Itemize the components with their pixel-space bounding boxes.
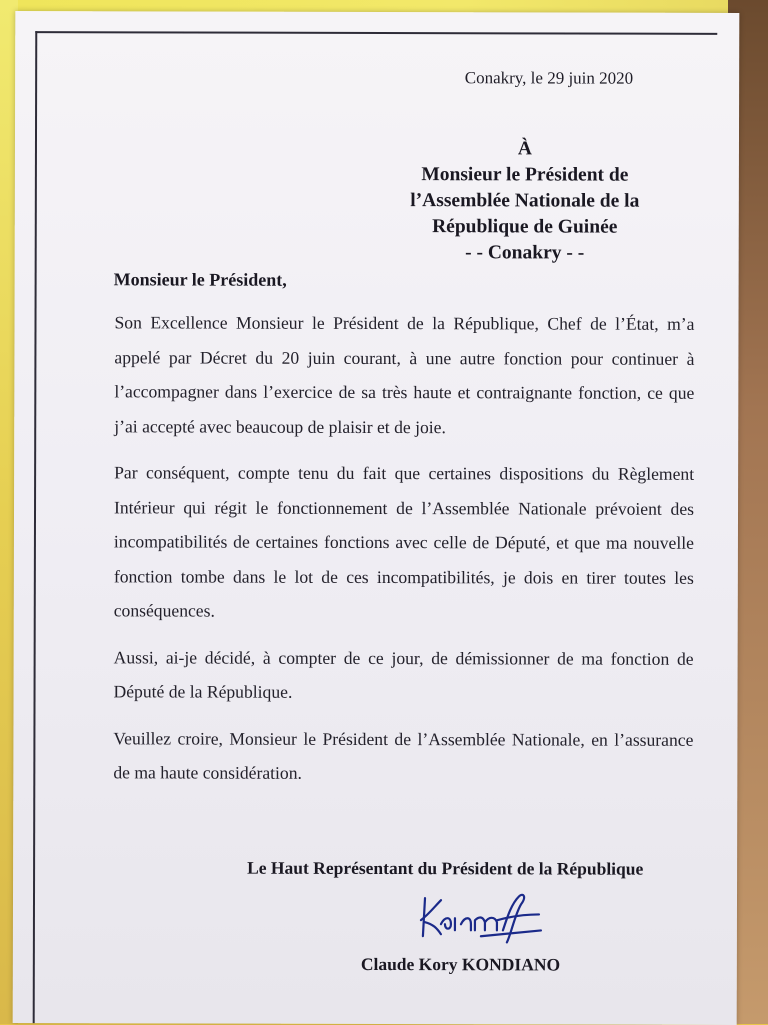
body-paragraph: Son Excellence Monsieur le Président de la République, Chef de l’État, m’a appelé par Décret du 20 juin courant, à une autre fonction pour continuer à l’accompagner dans l’exercice de sa très haute et contraignante fonction, ce que j’ai accepté avec beaucoup de plaisir et de joie.	[114, 312, 695, 437]
recipient-line: l’Assemblée Nationale de la	[410, 190, 640, 212]
letter-page	[13, 11, 740, 1025]
date-line: Conakry, le 29 juin 2020	[464, 68, 634, 88]
recipient-block	[315, 136, 735, 267]
letter-body	[113, 305, 694, 803]
signatory-title: Le Haut Représentant du Président de la République	[247, 857, 644, 879]
recipient-line: Monsieur le Président de	[421, 164, 629, 186]
body-paragraph: Veuillez croire, Monsieur le Président de l’Assemblée Nationale, en l’assurance de ma haute considération.	[113, 727, 694, 783]
recipient-line: - - Conakry - -	[465, 242, 585, 264]
body-paragraph: Aussi, ai-je décidé, à compter de ce jour, de démissionner de ma fonction de Député de la République.	[113, 646, 694, 702]
salutation: Monsieur le Président,	[113, 269, 287, 290]
recipient-line: À	[517, 138, 533, 160]
signer-name: Claude Kory KONDIANO	[360, 953, 561, 975]
recipient-line: République de Guinée	[432, 216, 618, 238]
handwritten-signature	[411, 884, 551, 946]
body-paragraph: Par conséquent, compte tenu du fait que certaines dispositions du Règlement Intérieur qui régit le fonctionnement de l’Assemblée Nationale prévoient des incompatibilités de certaines fonctions avec celle de Député, et que ma nouvelle fonction tombe dans le lot de ces incompatibilités, je dois en tirer toutes les conséquences.	[113, 462, 695, 621]
